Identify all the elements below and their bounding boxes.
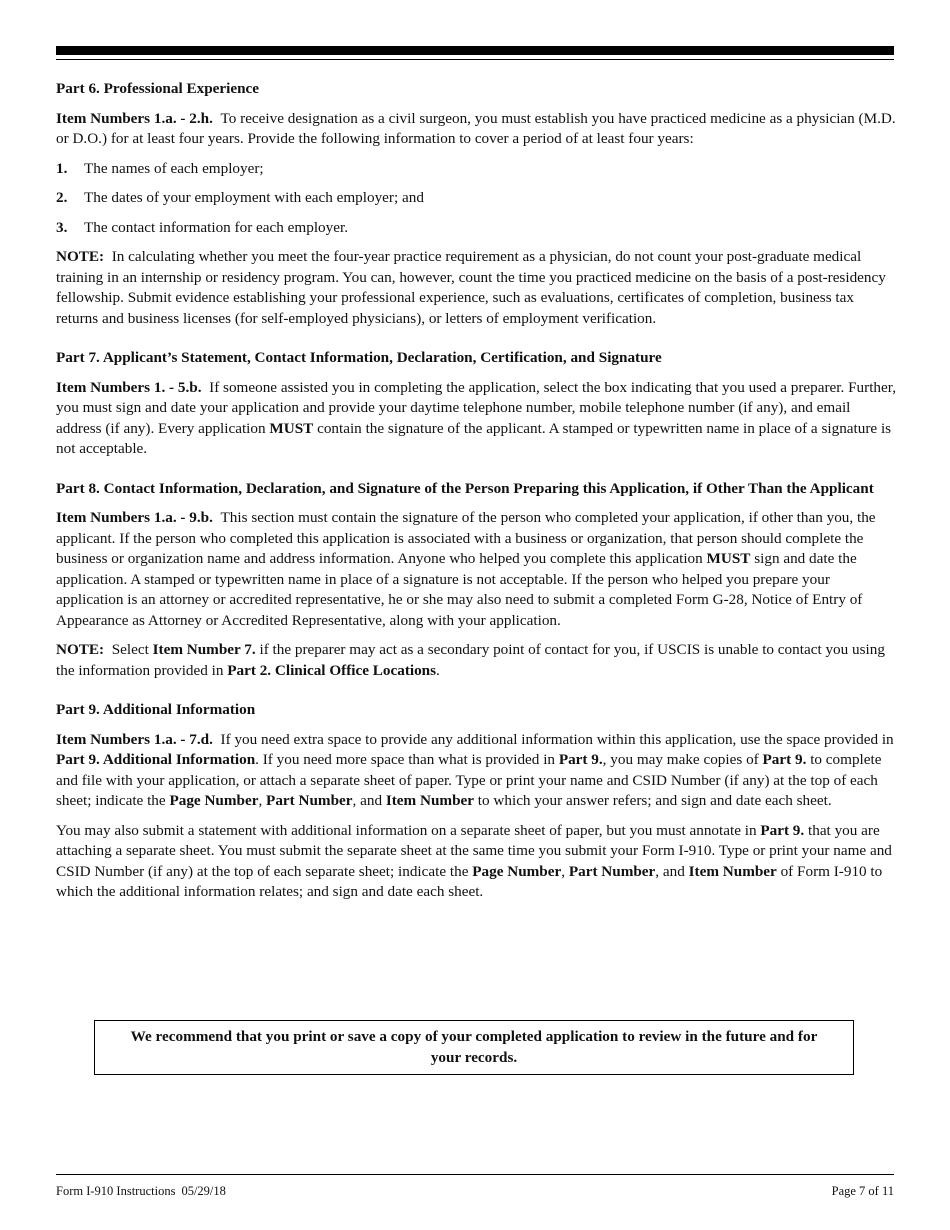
- part7-must: MUST: [269, 419, 314, 437]
- part9-p2-text: You may also submit a statement with additional information on a separate sheet of paper, but you must annotate in: [56, 821, 757, 839]
- part9-heading: Part 9. Additional Information: [56, 701, 256, 718]
- part8-item-paragraph: [56, 508, 896, 631]
- part8-note-mid: if the preparer may act as a secondary point of contact for you, if USCIS is unable to contact you using the information provided in: [56, 641, 885, 679]
- list-item-number: 3.: [56, 218, 68, 236]
- part7-item-label: Item Numbers 1. - 5.b.: [56, 378, 202, 396]
- header-rule-thin: [56, 59, 894, 60]
- part6-note: [56, 247, 896, 329]
- part6-item-text: To receive designation as a civil surgeon, you must establish you have practiced medicine as a physician (M.D. or D.O.) for at least four years. Provide the following information to cover a period of at least four years:: [56, 109, 896, 147]
- note-label: NOTE:: [56, 248, 105, 265]
- part9-p2-text: that you are attaching a separate sheet. You must submit the separate sheet at the same time you submit your Form I-910. Type or print your name and CSID Number (if any) at the top of each separate sheet; indicate the: [56, 821, 892, 880]
- part9-ref: Part 9.: [558, 751, 603, 768]
- part9-ref: Item Number: [385, 792, 474, 809]
- footer-form-name: Form I-910 Instructions: [56, 1184, 176, 1198]
- part9-ref: Page Number: [169, 792, 259, 809]
- part9-p1-text: to complete and file with your application, or attach a separate sheet of paper. Type or print your name and CSID Number (if any) at the top of each sheet; indicate the: [56, 751, 882, 809]
- footer-rule: [56, 1174, 894, 1175]
- part9-p1-text: , you may make copies of: [602, 751, 759, 768]
- part9-ref: Page Number: [472, 862, 562, 880]
- part8-item-label: Item Numbers 1.a. - 9.b.: [56, 509, 213, 526]
- footer-form-info: [56, 1183, 226, 1199]
- instructions-content: [56, 79, 896, 912]
- part9-p2-text: , and: [655, 862, 685, 880]
- list-item: [56, 218, 896, 239]
- part9-p2-text: ,: [561, 862, 566, 880]
- part8-text-a: This section must contain the signature of the person who completed your application, if other than you, the applicant. If the person who completed this application is associated with a business or organization, that person should complete the business or organization name and address information. Anyone who helped you complete this application: [56, 509, 876, 567]
- list-item-text: The names of each employer;: [84, 159, 264, 177]
- part6-heading: Part 6. Professional Experience: [56, 80, 260, 97]
- note-label: NOTE:: [56, 641, 105, 658]
- part8-note-end: .: [436, 661, 440, 679]
- list-item-text: The dates of your employment with each employer; and: [84, 189, 424, 206]
- part8-text-b: sign and date the application. A stamped or typewritten name in place of a signature is not acceptable. If the person who helped you prepare your application is an attorney or accredited representative, he or she may also need to submit a completed Form G-28, Notice of Entry of Appearance as Attorney or Accredited Representative, along with your application.: [56, 550, 863, 629]
- part9-p1-text: ,: [258, 792, 263, 809]
- part9-item-paragraph: [56, 730, 896, 812]
- recommendation-callout: [94, 1020, 854, 1075]
- part9-p1-text: If you need extra space to provide any additional information within this application, use the space provided in: [220, 730, 894, 748]
- part6-note-text: In calculating whether you meet the four-year practice requirement as a physician, do not count your post-graduate medical training in an internship or residency program. You can, however, count the time you practiced medicine on the basis of a post-residency fellowship. Submit evidence establishing your professional experience, such as evaluations, certificates of completion, business tax returns and business licenses (for self-employed physicians), or letters of employment verification.: [56, 248, 886, 327]
- part9-ref: Item Number: [688, 862, 777, 880]
- part9-ref: Part Number: [568, 862, 656, 880]
- footer-page-number: Page 7 of 11: [831, 1184, 894, 1198]
- list-item: [56, 159, 896, 180]
- part9-p2-text: of Form I-910 to which the additional information relates; and sign and date each sheet.: [56, 862, 883, 900]
- part7-text-b: contain the signature of the applicant. A stamped or typewritten name in place of a signature is not acceptable.: [56, 419, 892, 457]
- part8-note: [56, 640, 896, 681]
- part8-note-pre: Select: [111, 641, 149, 658]
- part9-ref: Part 9.: [760, 821, 805, 839]
- part8-must: MUST: [706, 550, 751, 567]
- part9-second-paragraph: [56, 821, 896, 903]
- part8-note-ref: Part 2. Clinical Office Locations: [227, 661, 437, 679]
- list-item: [56, 188, 896, 209]
- header-rule-thick: [56, 46, 894, 55]
- footer-form-date: 05/29/18: [181, 1184, 226, 1198]
- part9-ref: Part Number: [266, 792, 353, 809]
- part7-text-a: If someone assisted you in completing the application, select the box indicating that you used a preparer. Further, you must sign and date your application and provide your daytime telephone number, mobile telephone number (if any), and email address (if any). Every application: [56, 378, 897, 437]
- part6-item-paragraph: [56, 109, 896, 150]
- part6-item-label: Item Numbers 1.a. - 2.h.: [56, 109, 213, 127]
- list-item-number: 1.: [56, 159, 68, 177]
- part7-item-paragraph: [56, 378, 896, 460]
- list-item-text: The contact information for each employer.: [84, 218, 348, 236]
- part9-ref: Part 9.: [762, 751, 807, 768]
- part7-heading: Part 7. Applicant’s Statement, Contact Information, Declaration, Certification, and Signature: [56, 349, 662, 366]
- list-item-number: 2.: [56, 189, 68, 206]
- part8-heading: Part 8. Contact Information, Declaration, and Signature of the Person Preparing this Application, if Other Than the Applicant: [56, 479, 874, 497]
- part9-p1-text: . If you need more space than what is provided in: [255, 751, 556, 768]
- part9-item-label: Item Numbers 1.a. - 7.d.: [56, 730, 213, 748]
- part9-p1-text: , and: [352, 792, 383, 809]
- part9-p1-text: to which your answer refers; and sign and date each sheet.: [477, 792, 832, 809]
- callout-text: We recommend that you print or save a copy of your completed application to review in the future and for your records.: [130, 1028, 818, 1066]
- part8-note-item: Item Number 7.: [152, 641, 256, 658]
- part9-ref: Part 9. Additional Information: [56, 751, 256, 768]
